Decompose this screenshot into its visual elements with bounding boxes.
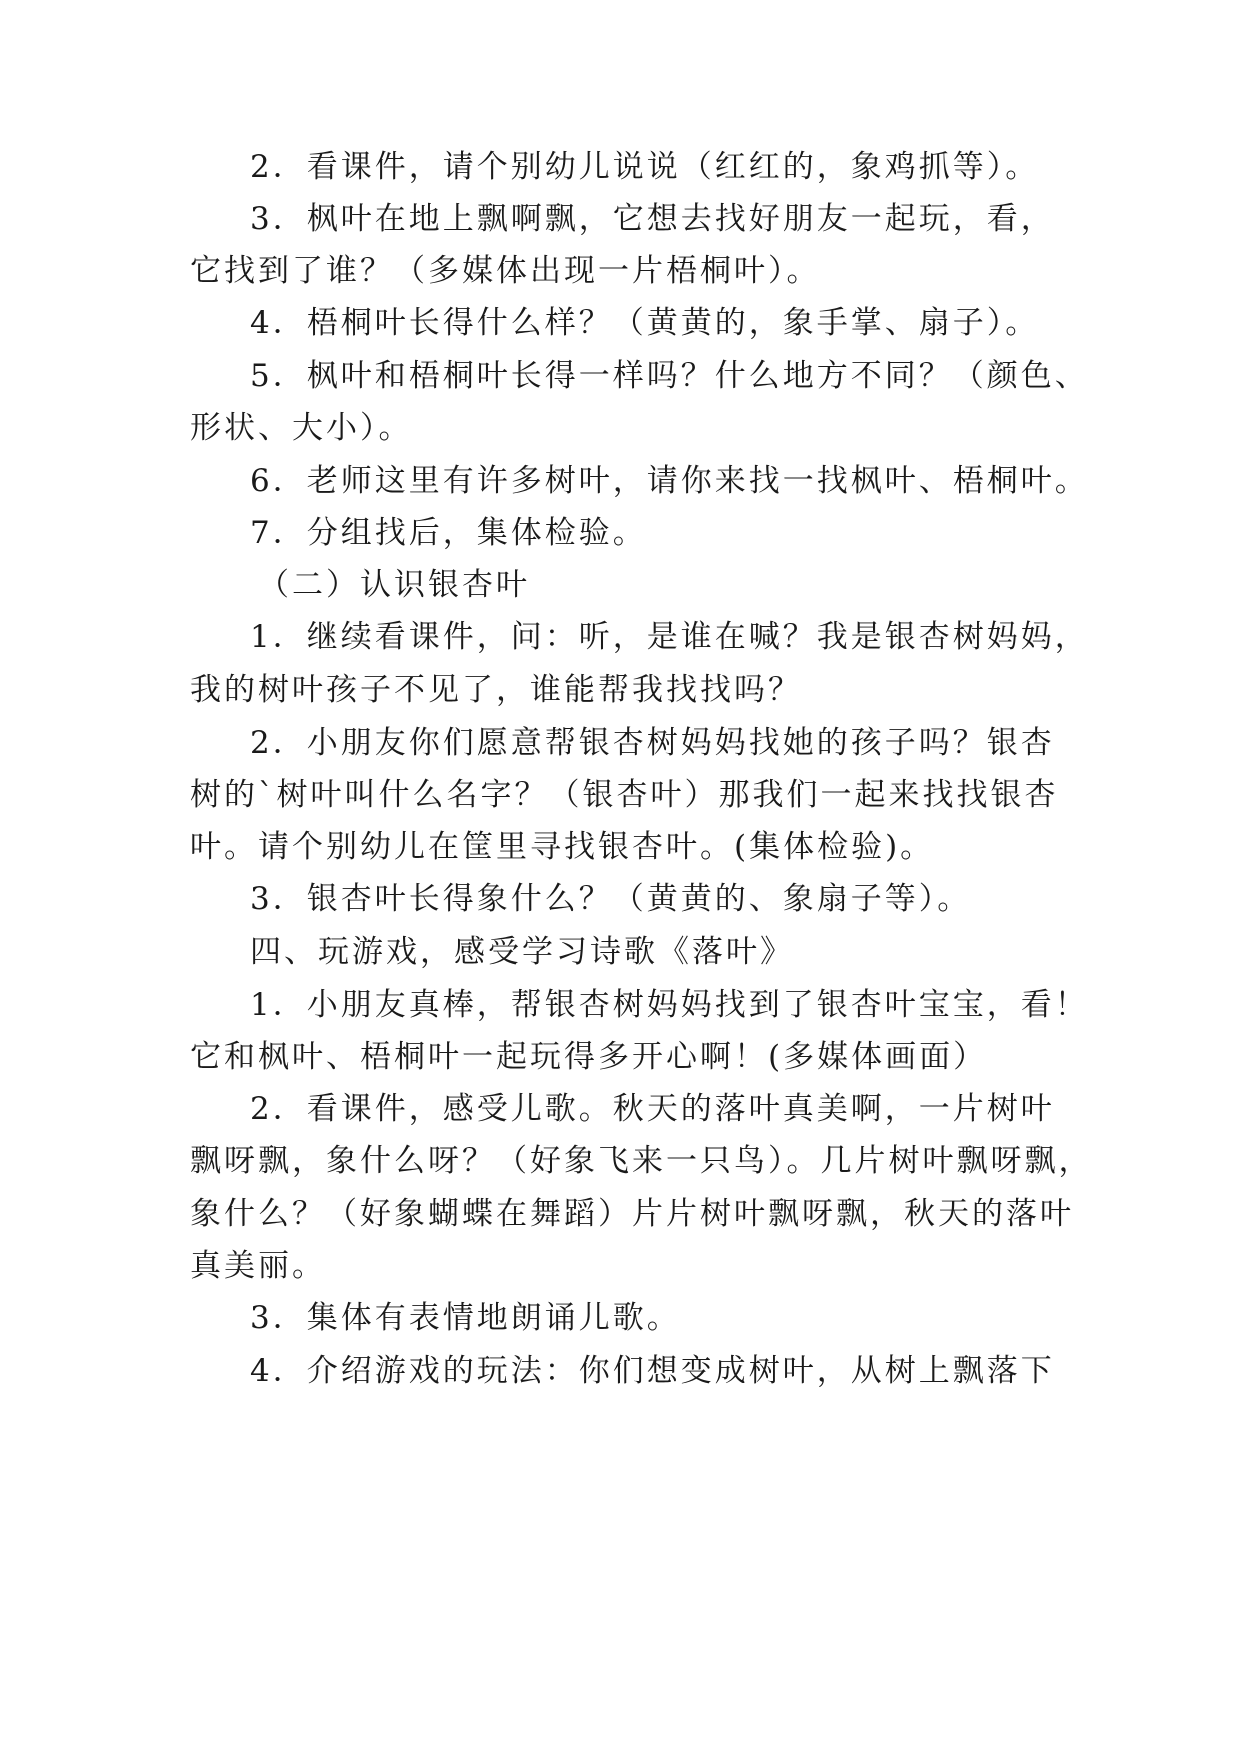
paragraph-line: 7．分组找后，集体检验。: [250, 515, 647, 551]
paragraph-line: 2．看课件，请个别幼儿说说（红红的，象鸡抓等）。: [250, 149, 1040, 185]
paragraph-line: 1．小朋友真棒，帮银杏树妈妈找到了银杏叶宝宝，看！: [250, 987, 1089, 1023]
paragraph-line: 4．梧桐叶长得什么样？（黄黄的，象手掌、扇子）。: [250, 305, 1040, 341]
paragraph-line: 飘呀飘，象什么呀？（好象飞来一只鸟）。几片树叶飘呀飘，: [190, 1143, 1093, 1179]
paragraph-line: 叶。请个别幼儿在筐里寻找银杏叶。(集体检验)。: [190, 829, 935, 865]
paragraph-line: 3．银杏叶长得象什么？（黄黄的、象扇子等）。: [250, 881, 972, 917]
paragraph-line: 2．看课件，感受儿歌。秋天的落叶真美啊，一片树叶: [250, 1091, 1055, 1127]
paragraph-line: 5．枫叶和梧桐叶长得一样吗？什么地方不同？（颜色、: [250, 358, 1089, 394]
section-heading: （二）认识银杏叶: [258, 567, 530, 603]
paragraph-line: 树的`树叶叫什么名字？（银杏叶）那我们一起来找找银杏: [190, 777, 1059, 813]
paragraph-line: 3．集体有表情地朗诵儿歌。: [250, 1300, 681, 1336]
paragraph-line: 我的树叶孩子不见了，谁能帮我找找吗？: [190, 672, 802, 708]
paragraph-line: 它找到了谁？（多媒体出现一片梧桐叶）。: [190, 253, 821, 289]
paragraph-line: 6．老师这里有许多树叶，请你来找一找枫叶、梧桐叶。: [250, 463, 1089, 499]
paragraph-line: 1．继续看课件，问：听，是谁在喊？我是银杏树妈妈，: [250, 619, 1089, 655]
paragraph-line: 象什么？（好象蝴蝶在舞蹈）片片树叶飘呀飘，秋天的落叶: [190, 1196, 1074, 1232]
paragraph-line: 它和枫叶、梧桐叶一起玩得多开心啊！(多媒体画面）: [190, 1039, 988, 1075]
paragraph-line: 3．枫叶在地上飘啊飘，它想去找好朋友一起玩，看，: [250, 201, 1055, 237]
section-heading: 四、玩游戏，感受学习诗歌《落叶》: [250, 934, 794, 970]
paragraph-line: 2．小朋友你们愿意帮银杏树妈妈找她的孩子吗？银杏: [250, 725, 1055, 761]
paragraph-line: 真美丽。: [190, 1248, 326, 1284]
paragraph-line: 4．介绍游戏的玩法：你们想变成树叶，从树上飘落下: [250, 1353, 1055, 1389]
paragraph-line: 形状、大小）。: [190, 410, 413, 446]
